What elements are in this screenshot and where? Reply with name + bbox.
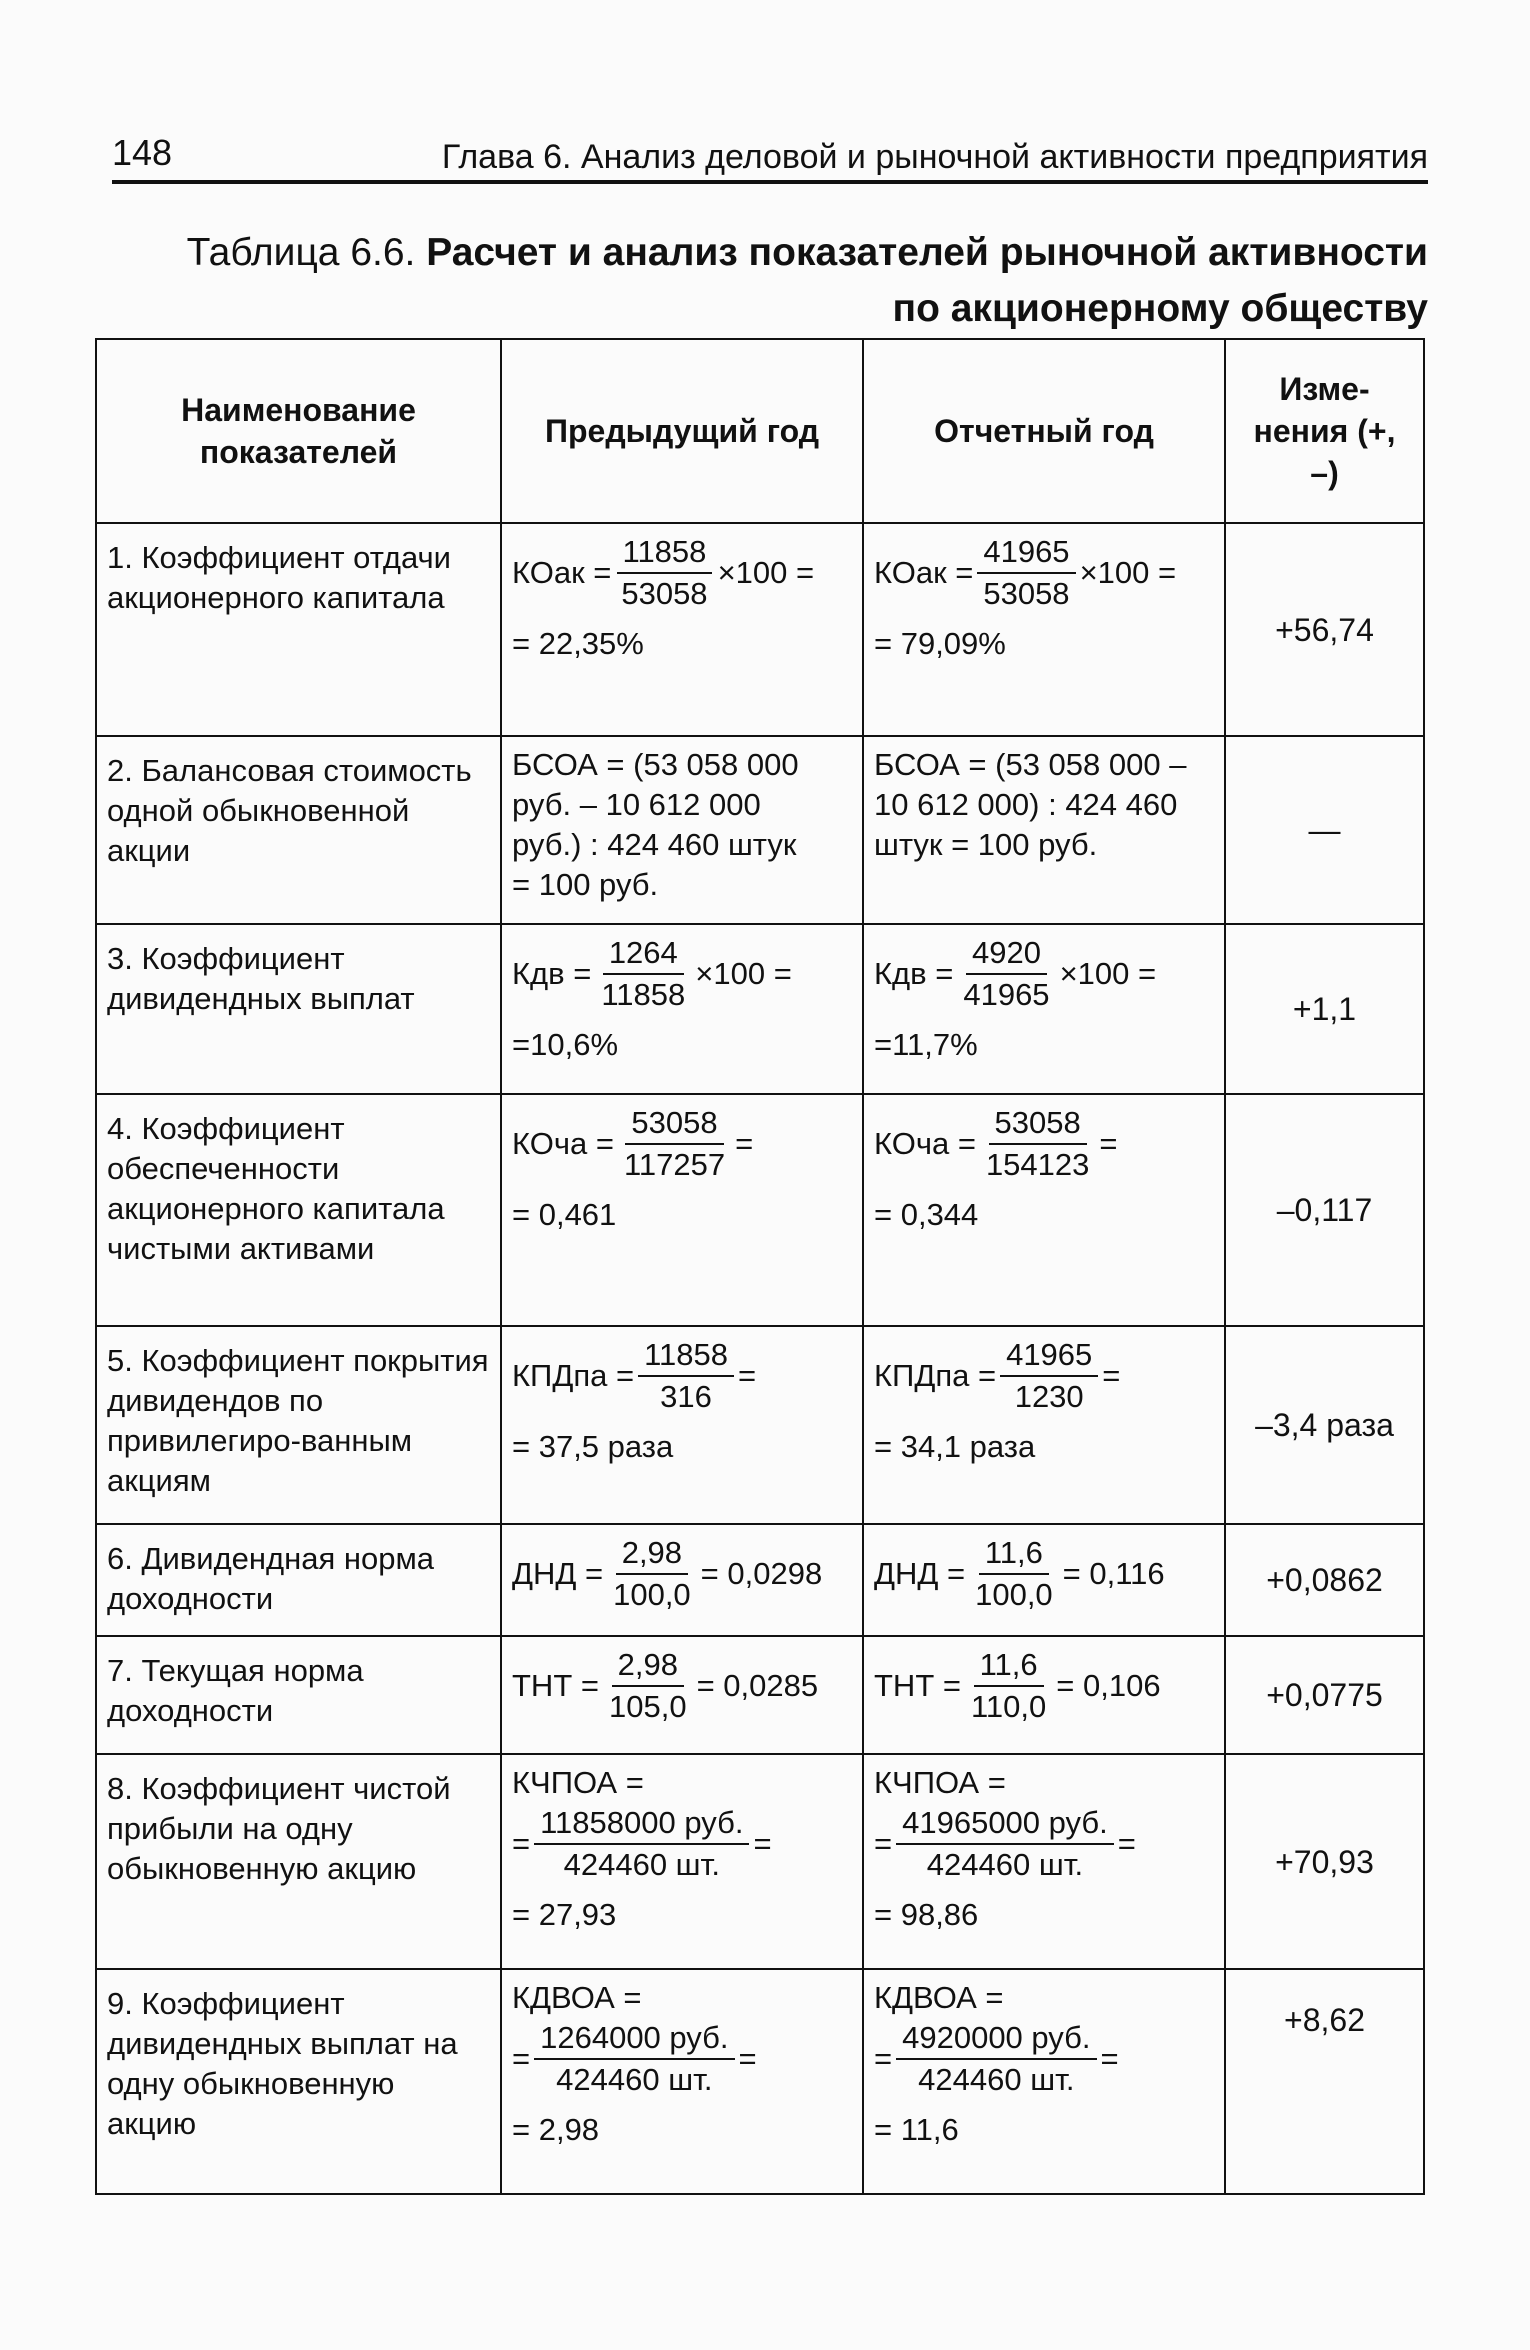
table-row: [96, 1636, 1424, 1754]
formula-result: = 22,35%: [512, 626, 644, 661]
caption-prefix: Таблица 6.6.: [186, 231, 416, 274]
formula-tail: ×100 =: [695, 956, 792, 991]
fraction: [595, 933, 691, 1015]
formula-tail: =: [735, 1126, 754, 1161]
fraction: [957, 933, 1055, 1015]
formula-lhs: КПДпа =: [512, 1358, 635, 1393]
formula: [874, 1645, 1214, 1727]
formula: [512, 2018, 852, 2100]
formula-tail: =: [1102, 1358, 1121, 1393]
formula-head: КЧПОА =: [512, 1765, 644, 1800]
change-value: —: [1225, 736, 1424, 924]
formula-lhs: КОак =: [874, 555, 974, 590]
fraction: [896, 1803, 1114, 1885]
denominator: 154123: [985, 1147, 1090, 1182]
formula-cell: [501, 1754, 863, 1969]
formula: [874, 1103, 1214, 1185]
table-row: [96, 736, 1424, 924]
formula: [874, 1803, 1214, 1885]
numerator: 1264: [603, 933, 684, 975]
change-value: +0,0775: [1225, 1636, 1424, 1754]
formula-tail: ×100 =: [717, 555, 815, 590]
fraction: [896, 2018, 1096, 2100]
formula-tail: =: [738, 2041, 757, 2076]
numerator: 41965: [977, 532, 1075, 574]
formula-tail: ×100 =: [1059, 956, 1157, 991]
denominator: 100,0: [613, 1577, 691, 1612]
market-activity-table: [95, 338, 1425, 2195]
table-row: [96, 1524, 1424, 1636]
formula-head: КЧПОА =: [874, 1765, 1006, 1800]
formula-lhs: ТНТ =: [512, 1668, 599, 1703]
table-row: [96, 924, 1424, 1094]
denominator: 11858: [601, 977, 686, 1012]
denominator: 424460 шт.: [918, 2062, 1075, 2097]
change-value: +8,62: [1225, 1969, 1424, 2194]
formula-result: = 11,6: [874, 2112, 959, 2147]
indicator-name: 9. Коэффициент дивидендных выплат на одну обыкновенную акцию: [96, 1969, 501, 2194]
formula-head: КДВОА =: [874, 1980, 1004, 2015]
formula-lhs: Кдв =: [874, 956, 954, 991]
formula-tail: =: [753, 1826, 772, 1861]
numerator: 11858: [638, 1335, 734, 1377]
fraction: [965, 1645, 1052, 1727]
formula-lhs: ТНТ =: [874, 1668, 961, 1703]
change-value: +70,93: [1225, 1754, 1424, 1969]
change-value: +56,74: [1225, 523, 1424, 736]
denominator: 316: [660, 1379, 712, 1414]
formula-cell: [501, 523, 863, 736]
formula-lhs: =: [512, 1826, 531, 1861]
header-name: Наименование показателей: [96, 339, 501, 523]
table-row: [96, 1094, 1424, 1326]
indicator-name: 4. Коэффициент обеспеченности акционерного капитала чистыми активами: [96, 1094, 501, 1326]
formula-cell: [501, 1969, 863, 2194]
formula-cell: [863, 1524, 1225, 1636]
formula: [874, 1335, 1214, 1417]
numerator: 11,6: [974, 1645, 1044, 1687]
header-change: Изме-нения (+, –): [1225, 339, 1424, 523]
fraction: [977, 532, 1075, 614]
indicator-name: 1. Коэффициент отдачи акционерного капитала: [96, 523, 501, 736]
formula: [512, 1335, 852, 1417]
indicator-name: 7. Текущая норма доходности: [96, 1636, 501, 1754]
change-value: +0,0862: [1225, 1524, 1424, 1636]
table-row: [96, 1754, 1424, 1969]
page-number: 148: [112, 132, 173, 173]
formula-cell: [501, 1524, 863, 1636]
formula-lhs: КОча =: [512, 1126, 614, 1161]
denominator: 117257: [623, 1147, 726, 1182]
formula-result: = 98,86: [874, 1897, 979, 1932]
formula-line: = 100 руб.: [512, 867, 659, 902]
numerator: 11,6: [979, 1533, 1049, 1575]
formula-head: КДВОА =: [512, 1980, 642, 2015]
denominator: 41965: [963, 977, 1050, 1012]
caption-title-line2: по акционерному обществу: [892, 287, 1428, 330]
fraction: [607, 1533, 697, 1615]
header-prev: Предыдущий год: [501, 339, 863, 523]
formula-cell: [863, 523, 1225, 736]
numerator: 41965000 руб.: [896, 1803, 1114, 1845]
denominator: 424460 шт.: [556, 2062, 713, 2097]
formula-result: = 34,1 раза: [874, 1429, 1036, 1464]
formula-result: = 27,93: [512, 1897, 617, 1932]
formula-result: =11,7%: [874, 1027, 978, 1062]
formula-line: БСОА = (53 058 000 –: [874, 747, 1187, 782]
page-header: [112, 120, 1428, 184]
formula-lhs: =: [874, 1826, 893, 1861]
formula-line: штук = 100 руб.: [874, 827, 1098, 862]
formula-tail: =: [1099, 1126, 1118, 1161]
numerator: 11858000 руб.: [534, 1803, 749, 1845]
running-title: Глава 6. Анализ деловой и рыночной активности предприятия: [441, 138, 1428, 176]
fraction: [618, 1103, 731, 1185]
numerator: 53058: [989, 1103, 1087, 1145]
formula: [512, 933, 852, 1015]
table-row: [96, 1326, 1424, 1524]
formula-lhs: КОак =: [512, 555, 612, 590]
numerator: 4920: [966, 933, 1047, 975]
formula: [874, 1533, 1214, 1615]
denominator: 53058: [983, 576, 1070, 611]
formula: [874, 532, 1214, 614]
fraction: [603, 1645, 693, 1727]
fraction: [638, 1335, 734, 1417]
formula-tail: ×100 =: [1079, 555, 1177, 590]
formula: [512, 1803, 852, 1885]
denominator: 1230: [1014, 1379, 1084, 1414]
formula: [512, 1103, 852, 1185]
formula-lhs: ДНД =: [874, 1556, 966, 1591]
formula: [512, 1533, 852, 1615]
formula-cell: [501, 1094, 863, 1326]
numerator: 41965: [1000, 1335, 1098, 1377]
table-caption: [112, 225, 1428, 337]
formula-result: = 79,09%: [874, 626, 1006, 661]
change-value: –0,117: [1225, 1094, 1424, 1326]
change-value: –3,4 раза: [1225, 1326, 1424, 1524]
indicator-name: 6. Дивидендная норма доходности: [96, 1524, 501, 1636]
denominator: 110,0: [970, 1689, 1047, 1724]
indicator-name: 5. Коэффициент покрытия дивидендов по привилегиро-ванным акциям: [96, 1326, 501, 1524]
numerator: 4920000 руб.: [896, 2018, 1096, 2060]
formula-lhs: КПДпа =: [874, 1358, 997, 1393]
numerator: 11858: [617, 532, 713, 574]
fraction: [534, 2018, 734, 2100]
formula-tail: =: [1100, 2041, 1119, 2076]
table-row: [96, 523, 1424, 736]
formula-result: = 37,5 раза: [512, 1429, 674, 1464]
fraction: [980, 1103, 1095, 1185]
formula-lhs: ДНД =: [512, 1556, 604, 1591]
denominator: 105,0: [608, 1689, 687, 1724]
formula-result: =10,6%: [512, 1027, 619, 1062]
formula: [512, 1645, 852, 1727]
formula-tail: = 0,106: [1056, 1668, 1161, 1703]
formula: [874, 2018, 1214, 2100]
formula-tail: =: [1117, 1826, 1136, 1861]
formula-cell: [863, 1636, 1225, 1754]
fraction: [534, 1803, 749, 1885]
denominator: 424460 шт.: [563, 1847, 720, 1882]
formula-cell: [863, 924, 1225, 1094]
formula-result: = 0,344: [874, 1197, 979, 1232]
formula-cell: [501, 1326, 863, 1524]
formula: [512, 532, 852, 614]
fraction: [615, 532, 713, 614]
numerator: 1264000 руб.: [534, 2018, 734, 2060]
numerator: 2,98: [612, 1645, 684, 1687]
formula-cell: [863, 1094, 1225, 1326]
formula-cell: [501, 924, 863, 1094]
formula-tail: = 0,0285: [696, 1668, 819, 1703]
fraction: [1000, 1335, 1098, 1417]
numerator: 2,98: [616, 1533, 688, 1575]
header-curr: Отчетный год: [863, 339, 1225, 523]
denominator: 100,0: [975, 1577, 1053, 1612]
formula-lhs: =: [512, 2041, 531, 2076]
formula-line: руб. – 10 612 000: [512, 787, 761, 822]
formula-line: 10 612 000) : 424 460: [874, 787, 1178, 822]
indicator-name: 2. Балансовая стоимость одной обыкновенной акции: [96, 736, 501, 924]
formula: [874, 933, 1214, 1015]
formula-lhs: КОча =: [874, 1126, 976, 1161]
formula-cell: [501, 1636, 863, 1754]
formula-tail: = 0,116: [1062, 1556, 1165, 1591]
formula-tail: = 0,0298: [700, 1556, 823, 1591]
indicator-name: 8. Коэффициент чистой прибыли на одну обыкновенную акцию: [96, 1754, 501, 1969]
formula-cell: [863, 1754, 1225, 1969]
formula-tail: =: [737, 1358, 757, 1393]
denominator: 424460 шт.: [926, 1847, 1084, 1882]
formula-cell: [501, 736, 863, 924]
formula-cell: [863, 1326, 1225, 1524]
caption-title-line1: Расчет и анализ показателей рыночной активности: [426, 231, 1428, 274]
formula-lhs: =: [874, 2041, 893, 2076]
formula-result: = 0,461: [512, 1197, 617, 1232]
formula-line: БСОА = (53 058 000: [512, 747, 799, 782]
formula-result: = 2,98: [512, 2112, 600, 2147]
table-header-row: [96, 339, 1424, 523]
numerator: 53058: [625, 1103, 723, 1145]
table-row: [96, 1969, 1424, 2194]
formula-cell: [863, 1969, 1225, 2194]
formula-cell: [863, 736, 1225, 924]
change-value: +1,1: [1225, 924, 1424, 1094]
fraction: [969, 1533, 1059, 1615]
formula-lhs: Кдв =: [512, 956, 592, 991]
denominator: 53058: [621, 576, 708, 611]
indicator-name: 3. Коэффициент дивидендных выплат: [96, 924, 501, 1094]
formula-line: руб.) : 424 460 штук: [512, 827, 797, 862]
